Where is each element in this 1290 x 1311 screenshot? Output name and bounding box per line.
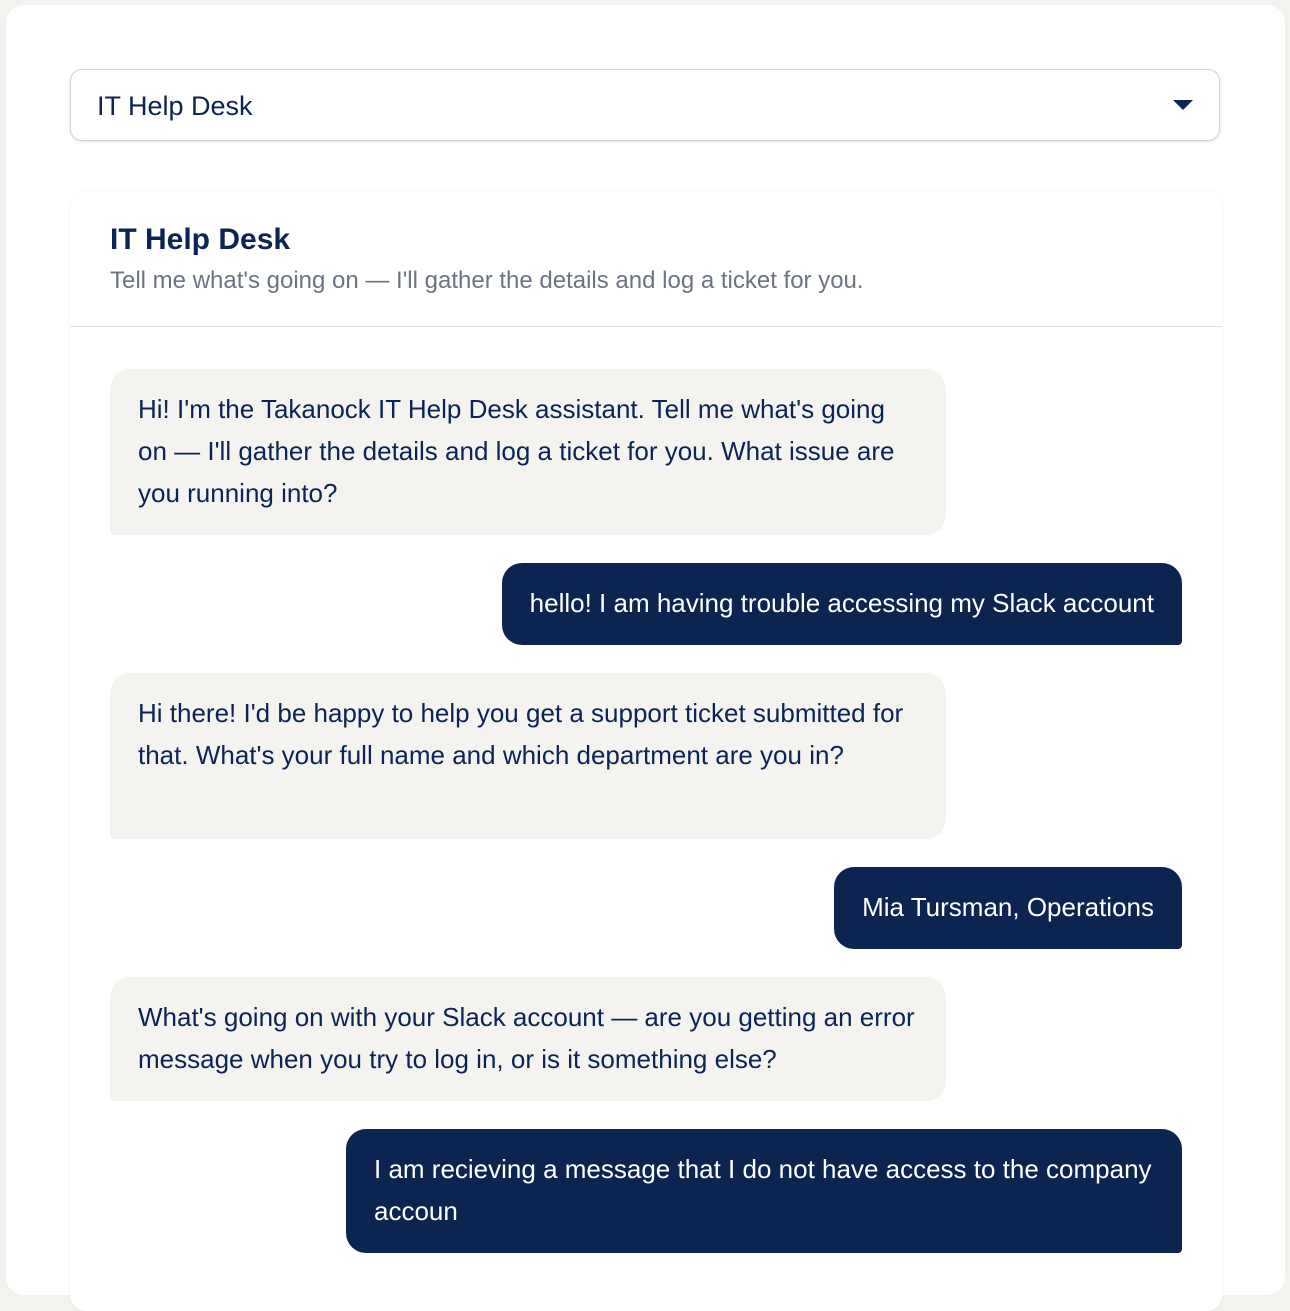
- chat-panel: [70, 191, 1222, 1311]
- selector-value: IT Help Desk: [97, 91, 253, 121]
- chat-title: IT Help Desk: [110, 223, 291, 256]
- chat-header: [70, 191, 1222, 327]
- chevron-down-icon: [1173, 100, 1193, 110]
- assistant-message: What's going on with your Slack account — are you getting an error message when you try to log in, or is it something else?: [110, 977, 946, 1101]
- chat-subtitle: Tell me what's going on — I'll gather the details and log a ticket for you.: [110, 267, 864, 294]
- page-container: [6, 5, 1285, 1295]
- assistant-message: Hi there! I'd be happy to help you get a support ticket submitted for that. What's your full name and which department are you in?: [110, 673, 946, 839]
- user-message: I am recieving a message that I do not have access to the company accoun: [346, 1129, 1182, 1253]
- user-message: Mia Tursman, Operations: [834, 867, 1182, 949]
- assistant-selector-dropdown[interactable]: [70, 69, 1220, 141]
- user-message: hello! I am having trouble accessing my Slack account: [502, 563, 1182, 645]
- assistant-message: Hi! I'm the Takanock IT Help Desk assistant. Tell me what's going on — I'll gather the details and log a ticket for you. What issue are you running into?: [110, 369, 946, 535]
